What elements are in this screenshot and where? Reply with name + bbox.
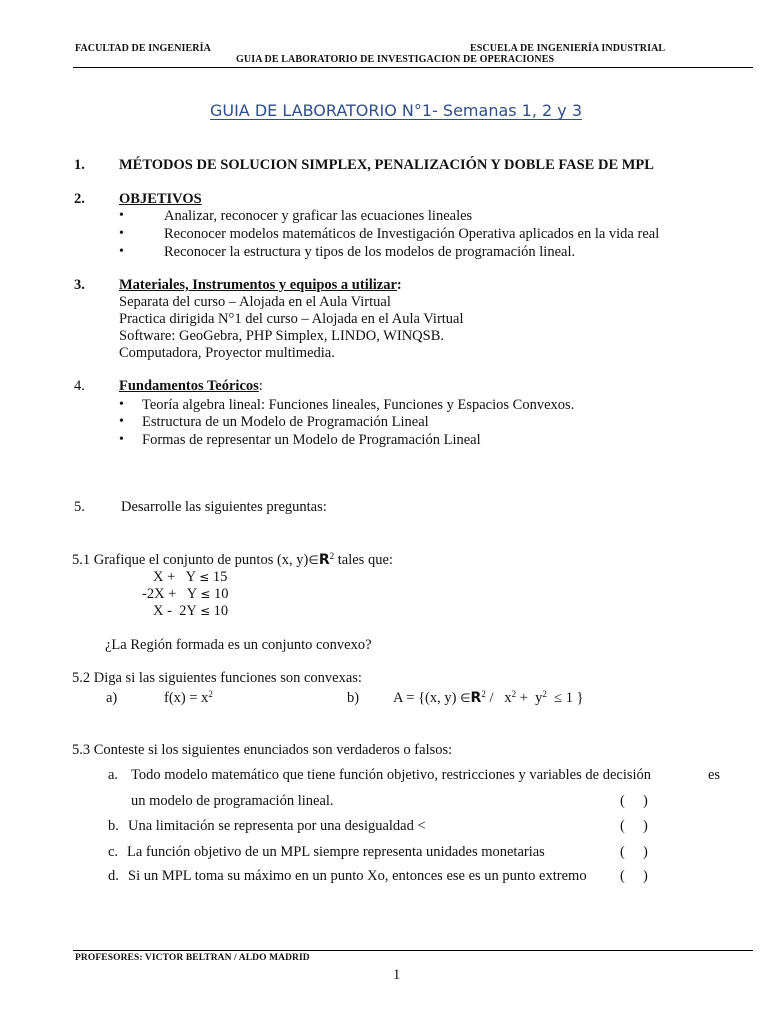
material-line-2: Practica dirigida N°1 del curso – Alojada en el Aula Virtual (119, 311, 464, 327)
statement-a-answer[interactable]: ( ) (620, 793, 648, 809)
option-b-set: A = {(x, y) $\in R^2 / x^2 + y^2 \le 1$ } (393, 689, 584, 706)
statement-c-answer[interactable]: ( ) (620, 844, 648, 860)
inequality-1: X + Y ≤ 15 (153, 569, 228, 585)
objective-bullet-3: • (119, 244, 124, 259)
header-guide: GUIA DE LABORATORIO DE INVESTIGACION DE OPERACIONES (236, 54, 555, 65)
section-4-number: 4. (74, 378, 85, 394)
option-a-function: $f(x) = x^2$ (164, 689, 213, 706)
material-line-4: Computadora, Proyector multimedia. (119, 345, 335, 361)
section-5-number: 5. (74, 499, 85, 515)
statement-d-answer[interactable]: ( ) (620, 868, 648, 884)
theory-bullet-1: • (119, 397, 124, 412)
statement-a-text: Todo modelo matemático que tiene función objetivo, restricciones y variables de decisión (131, 767, 652, 783)
header-faculty: FACULTAD DE INGENIERÍA (75, 43, 211, 54)
footer-rule (73, 950, 753, 951)
statement-b-text: Una limitación se representa por una desigualdad < (128, 818, 426, 834)
section-5-text: Desarrolle las siguientes preguntas: (121, 499, 327, 515)
section-1-title: MÉTODOS DE SOLUCION SIMPLEX, PENALIZACIÓN Y DOBLE FASE DE MPL (119, 157, 654, 173)
objective-bullet-2: • (119, 226, 124, 241)
objective-item-3: Reconocer la estructura y tipos de los modelos de programación lineal. (164, 244, 576, 260)
statement-c-label: c. (108, 844, 119, 860)
statement-a-tail: es (708, 767, 721, 783)
inequality-2: -2X + Y ≤ 10 (142, 586, 229, 602)
theory-bullet-3: • (119, 432, 124, 447)
section-3-number: 3. (74, 277, 85, 293)
statement-d-text: Si un MPL toma su máximo en un punto Xo, entonces ese es un punto extremo (128, 868, 587, 884)
page-number: 1 (393, 967, 401, 983)
question-5-2: 5.2 Diga si las siguientes funciones son convexas: (72, 670, 362, 686)
option-b-label: b) (347, 690, 360, 706)
theory-item-2: Estructura de un Modelo de Programación Lineal (142, 414, 429, 430)
question-5-1: 5.1 Grafique el conjunto de puntos (x, $y)\in R^2$ tales que: (72, 551, 393, 568)
theory-bullet-2: • (119, 414, 124, 429)
convex-question: ¿La Región formada es un conjunto convexo? (105, 637, 372, 653)
theory-item-1: Teoría algebra lineal: Funciones lineales, Funciones y Espacios Convexos. (142, 397, 575, 413)
section-1-number: 1. (74, 157, 85, 173)
option-a-label: a) (106, 690, 118, 706)
header-school: ESCUELA DE INGENIERÍA INDUSTRIAL (470, 43, 666, 54)
material-line-3: Software: GeoGebra, PHP Simplex, LINDO, WINQSB. (119, 328, 445, 344)
footer-professors: PROFESORES: VICTOR BELTRAN / ALDO MADRID (75, 953, 310, 963)
section-4-heading: Fundamentos Teóricos: (119, 378, 263, 394)
statement-d-label: d. (108, 868, 119, 884)
statement-b-answer[interactable]: ( ) (620, 818, 648, 834)
objective-item-2: Reconocer modelos matemáticos de Investigación Operativa aplicados en la vida real (164, 226, 660, 242)
statement-a-continuation: un modelo de programación lineal. (131, 793, 334, 809)
page-title: GUIA DE LABORATORIO N°1- Semanas 1, 2 y 3 (209, 101, 583, 120)
inequality-3: X - 2Y ≤ 10 (153, 603, 229, 619)
section-2-heading: OBJETIVOS (119, 191, 202, 207)
theory-item-3: Formas de representar un Modelo de Programación Lineal (142, 432, 481, 448)
statement-a-label: a. (108, 767, 119, 783)
section-3-heading: Materiales, Instrumentos y equipos a utilizar: (119, 277, 402, 293)
objective-item-1: Analizar, reconocer y graficar las ecuaciones lineales (164, 208, 473, 224)
section-2-number: 2. (74, 191, 85, 207)
header-rule (73, 67, 753, 68)
statement-b-label: b. (108, 818, 119, 834)
statement-c-text: La función objetivo de un MPL siempre representa unidades monetarias (127, 844, 545, 860)
question-5-3: 5.3 Conteste si los siguientes enunciados son verdaderos o falsos: (72, 742, 453, 758)
objective-bullet-1: • (119, 208, 124, 223)
material-line-1: Separata del curso – Alojada en el Aula Virtual (119, 294, 391, 310)
